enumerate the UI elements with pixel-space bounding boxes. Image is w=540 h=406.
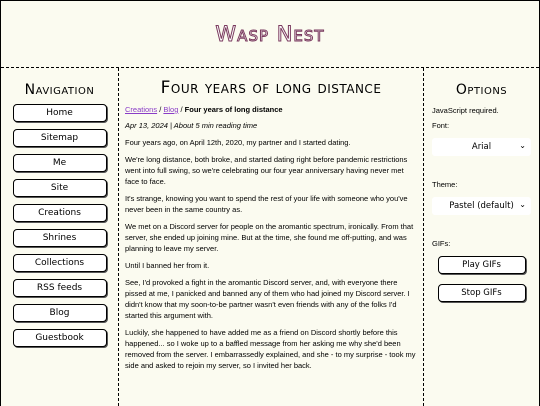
breadcrumb [125,105,417,114]
navigation-heading: Navigation [24,82,95,98]
breadcrumb-creations-link[interactable]: Creations [125,105,158,114]
options-sidebar [424,68,539,406]
chevron-down-icon: ⌄ [519,141,526,150]
theme-select[interactable] [432,197,531,215]
theme-select-value: Pastel (default) [449,201,514,211]
article-paragraph: See, I'd provoked a fight in the aromantic Discord server, and, with everyone there pissed at me, I panicked and banned any of them who had joined my Discord server. I didn't know that my soon-to-be partner wasn't even friends with any of the folks I'd started this argument with. [125,278,410,320]
navigation-sidebar [1,68,119,406]
breadcrumb-separator: / [178,105,185,114]
gifs-label: GIFs: [432,239,451,248]
stop-gifs-button[interactable]: Stop GIFs [438,284,526,302]
article-paragraph: Luckily, she happened to have added me as a friend on Discord shortly before this happened... so I woke up to a baffled message from her asking me why she'd been removed from the server. I embarrassedly explained, and she - to my surprise - took my side and asked to rejoin my server, so I invited her back. [125,328,416,370]
font-label: Font: [432,121,450,130]
site-header [1,1,539,68]
play-gifs-button[interactable]: Play GIFs [438,256,526,274]
nav-home-button[interactable]: Home [13,104,107,122]
javascript-note: JavaScript required. [432,106,499,115]
content-columns [1,68,539,406]
nav-shrines-button[interactable]: Shrines [13,229,107,247]
article-paragraph: We're long distance, both broke, and started dating right before pandemic restrictions went into full swing, so we're celebrating our four year anniversary having never met face to face. [125,155,408,186]
article-paragraph: We met on a Discord server for people on the aromantic spectrum, ironically. From that server, she ended up joining mine. But at the time, she found me off-putting, and was planning to leave my server. [125,222,414,253]
font-select-value: Arial [471,142,492,152]
article-paragraph: Four years ago, on April 12th, 2020, my partner and I started dating. [125,138,351,147]
nav-me-button[interactable]: Me [13,154,107,172]
breadcrumb-blog-link[interactable]: Blog [163,105,179,114]
theme-label: Theme: [432,180,458,189]
breadcrumb-current: Four years of long distance [184,105,283,114]
nav-sitemap-button[interactable]: Sitemap [13,129,107,147]
nav-creations-button[interactable]: Creations [13,204,107,222]
font-select[interactable] [432,138,531,156]
article-paragraph: It's strange, knowing you want to spend the rest of your life with someone who you've never been in the same country as. [125,194,408,214]
nav-site-button[interactable]: Site [13,179,107,197]
breadcrumb-separator: / [157,105,164,114]
article-paragraph: Until I banned her from it. [125,261,210,270]
article-title: Four years of long distance [160,78,382,98]
chevron-down-icon: ⌄ [519,200,526,209]
options-heading: Options [455,82,508,98]
article-main [119,68,424,406]
nav-blog-button[interactable]: Blog [13,304,107,322]
article-meta: Apr 13, 2024 | About 5 min reading time [125,121,258,130]
nav-collections-button[interactable]: Collections [13,254,107,272]
nav-rss-feeds-button[interactable]: RSS feeds [13,279,107,297]
site-title: Wasp Nest [215,22,325,46]
nav-guestbook-button[interactable]: Guestbook [13,329,107,347]
